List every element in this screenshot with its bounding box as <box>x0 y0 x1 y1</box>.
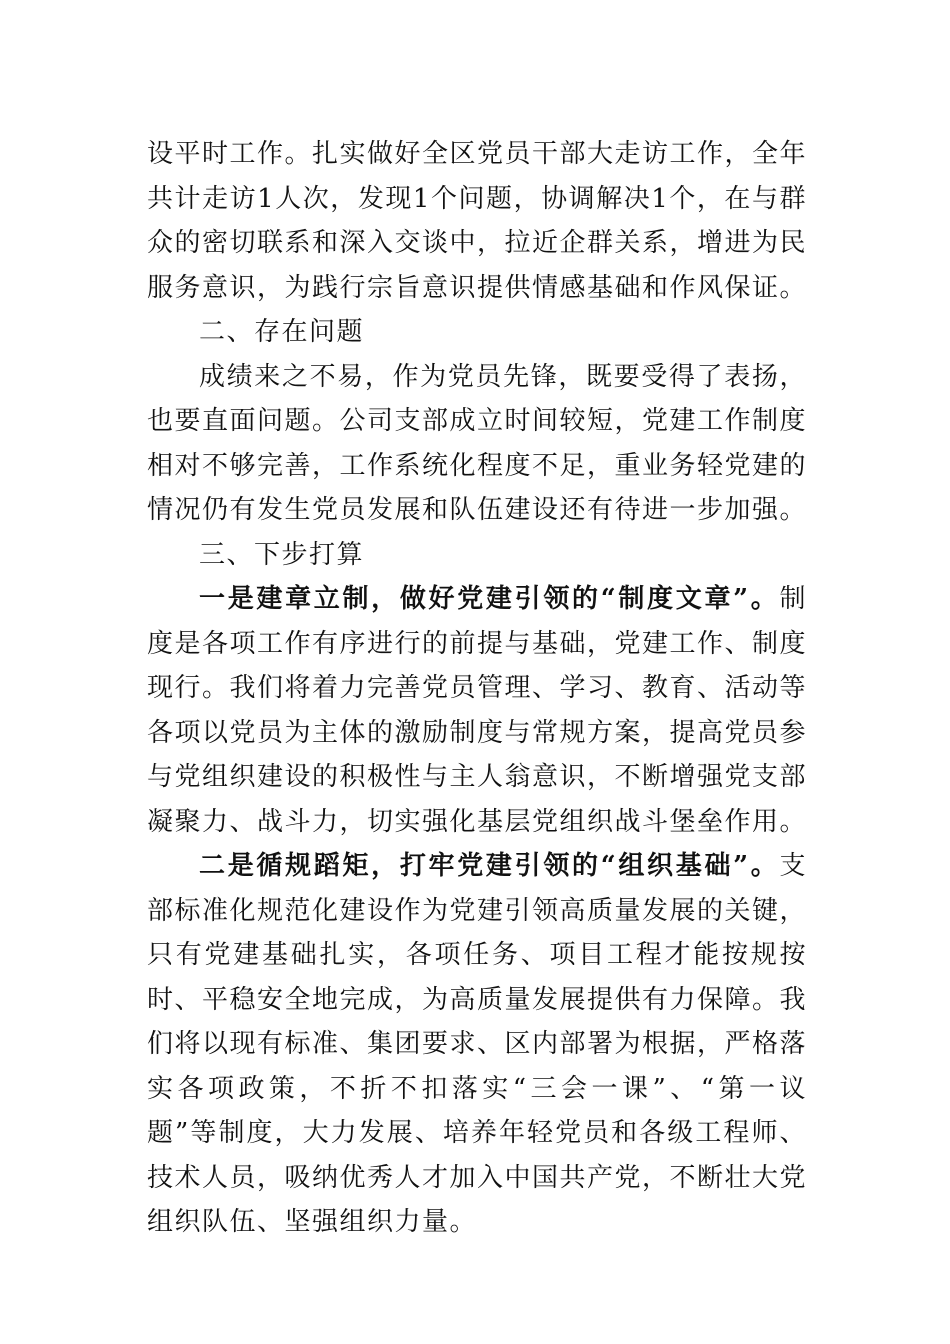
section-heading-problems: 二、存在问题 <box>199 317 365 347</box>
document-body <box>147 132 807 1245</box>
paragraph-lead-organization: 二是循规蹈矩，打牢党建引领的“组织基础”。 <box>199 851 780 881</box>
paragraph-body-institution: 制度是各项工作有序进行的前提与基础，党建工作、制度现行。我们将着力完善党员管理、学习、教育、活动等各项以党员为主体的激励制度与常规方案，提高党员参与党组织建设的积极性与主人翁意识，不断增强党支部凝聚力、战斗力，切实强化基层党组织战斗堡垒作用。 <box>147 584 808 837</box>
paragraph-body-organization: 支部标准化规范化建设作为党建引领高质量发展的关键，只有党建基础扎实，各项任务、项目工程才能按规按时、平稳安全地完成，为高质量发展提供有力保障。我们将以现有标准、集团要求、区内部署为根据，严格落实各项政策，不折不扣落实“三会一课”、“第一议题”等制度，大力发展、培养年轻党员和各级工程师、技术人员，吸纳优秀人才加入中国共产党，不断壮大党组织队伍、坚强组织力量。 <box>147 851 808 1237</box>
paragraph-problems: 成绩来之不易，作为党员先锋，既要受得了表扬，也要直面问题。公司支部成立时间较短，党建工作制度相对不够完善，工作系统化程度不足，重业务轻党建的情况仍有发生党员发展和队伍建设还有待进一步加强。 <box>147 361 808 525</box>
paragraph-institution-building <box>147 577 807 844</box>
paragraph-lead-institution: 一是建章立制，做好党建引领的“制度文章”。 <box>199 584 780 614</box>
paragraph-organization-foundation <box>147 844 807 1245</box>
paragraph-visits: 设平时工作。扎实做好全区党员干部大走访工作，全年共计走访1人次，发现1个问题，协调解决1个，在与群众的密切联系和深入交谈中，拉近企群关系，增进为民服务意识，为践行宗旨意识提供情感基础和作风保证。 <box>147 139 808 303</box>
section-heading-next-steps: 三、下步打算 <box>199 539 365 570</box>
